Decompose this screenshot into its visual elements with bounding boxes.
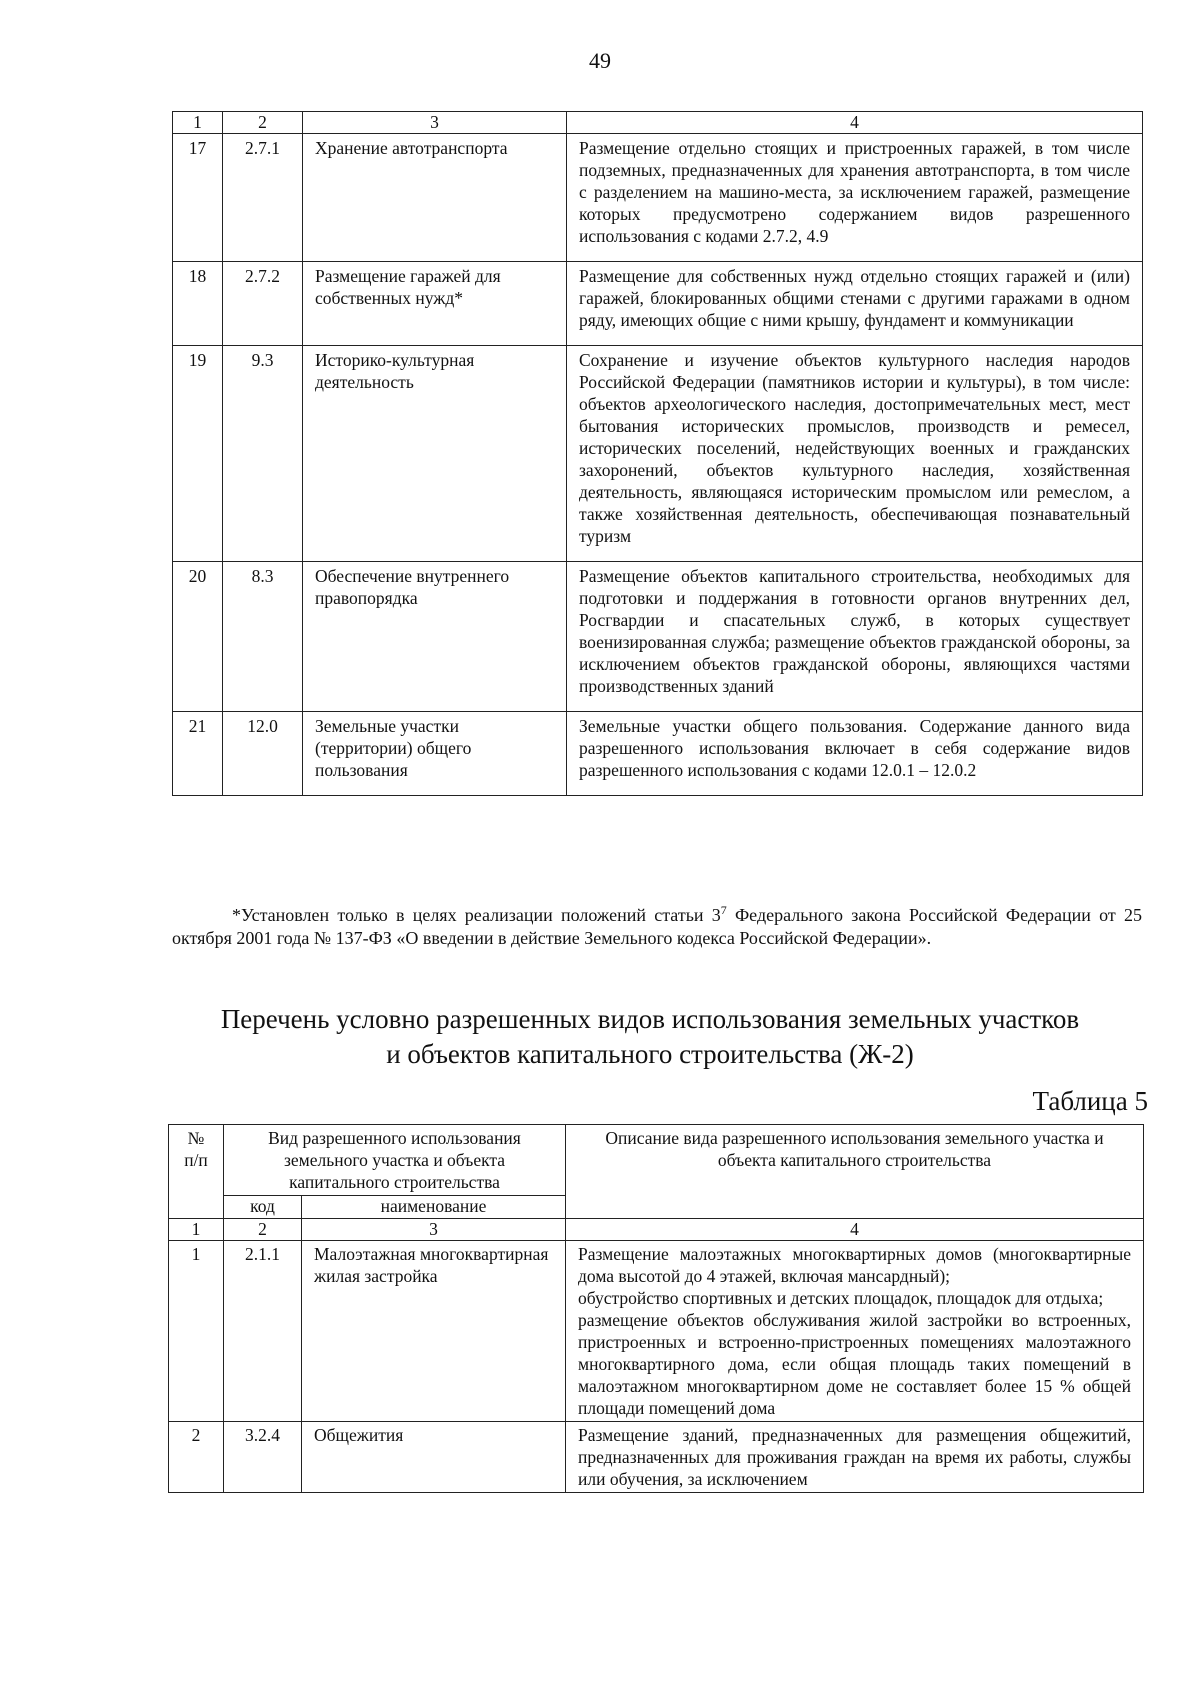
footnote-superscript: 7	[720, 903, 727, 917]
section-heading	[150, 1002, 1150, 1072]
column-number: 1	[169, 1219, 224, 1241]
use-name: Историко-культурная деятельность	[303, 346, 567, 562]
use-name: Хранение автотранспорта	[303, 134, 567, 262]
use-code: 12.0	[223, 712, 303, 796]
description-paragraph: размещение объектов обслуживания жилой застройки во встроенных, пристроенных и встроенно-пристроенных помещениях малоэтажного многоквартирного дома, если общая площадь таких помещений в малоэтажном многоквартирном доме не составляет более 15 % общей площади помещений дома	[578, 1310, 1131, 1418]
use-name: Общежития	[302, 1422, 566, 1493]
table-row	[173, 346, 1143, 562]
header-description: Описание вида разрешенного использования земельного участка и объекта капитального строительства	[566, 1125, 1144, 1219]
column-number-row	[173, 112, 1143, 134]
table-row	[173, 562, 1143, 712]
section-heading-line-2: и объектов капитального строительства (Ж-2)	[386, 1039, 914, 1069]
use-description	[566, 1422, 1144, 1493]
footnote-text-continued: Федерального закона Российской Федерации от 25 октября 2001 года № 137-ФЗ «О введении в действие Земельного кодекса Российской Федерации».	[172, 905, 1142, 948]
header-row	[169, 1125, 1144, 1196]
use-code: 2.1.1	[224, 1241, 302, 1422]
row-number: 2	[169, 1422, 224, 1493]
use-description: Земельные участки общего пользования. Содержание данного вида разрешенного использования включает в себя содержание видов разрешенного использования с кодами 12.0.1 – 12.0.2	[567, 712, 1143, 796]
row-number: 1	[169, 1241, 224, 1422]
column-number: 2	[223, 112, 303, 134]
table-label: Таблица 5	[1032, 1086, 1148, 1116]
page-number: 49	[589, 48, 611, 73]
use-description: Размещение объектов капитального строительства, необходимых для подготовки и поддержания в готовности органов внутренних дел, Росгвардии и спасательных служб, в которых существует военизированная служба; размещение объектов гражданской обороны, за исключением объектов гражданской обороны, являющихся частями производственных зданий	[567, 562, 1143, 712]
land-use-table-continued	[172, 111, 1143, 796]
row-number: 20	[173, 562, 223, 712]
conditional-use-table	[168, 1124, 1144, 1493]
use-code: 2.7.2	[223, 262, 303, 346]
use-description	[566, 1241, 1144, 1422]
use-description: Размещение отдельно стоящих и пристроенных гаражей, в том числе подземных, предназначенных для хранения автотранспорта, в том числе с разделением на машино-места, за исключением гаражей, размещение которых предусмотрено содержанием видов разрешенного использования с кодами 2.7.2, 4.9	[567, 134, 1143, 262]
table-row	[173, 262, 1143, 346]
header-name: наименование	[302, 1196, 566, 1219]
row-number: 21	[173, 712, 223, 796]
use-code: 8.3	[223, 562, 303, 712]
column-number: 4	[567, 112, 1143, 134]
use-code: 3.2.4	[224, 1422, 302, 1493]
use-name: Размещение гаражей для собственных нужд*	[303, 262, 567, 346]
column-number: 3	[302, 1219, 566, 1241]
use-code: 9.3	[223, 346, 303, 562]
column-number: 3	[303, 112, 567, 134]
use-description: Размещение для собственных нужд отдельно стоящих гаражей и (или) гаражей, блокированных общими стенами с другими гаражами в одном ряду, имеющих общие с ними крышу, фундамент и коммуникации	[567, 262, 1143, 346]
column-number: 4	[566, 1219, 1144, 1241]
header-code: код	[224, 1196, 302, 1219]
row-number: 19	[173, 346, 223, 562]
use-name: Обеспечение внутреннего правопорядка	[303, 562, 567, 712]
table-row	[173, 712, 1143, 796]
table-row	[173, 134, 1143, 262]
use-name: Земельные участки (территории) общего пользования	[303, 712, 567, 796]
column-number-row	[169, 1219, 1144, 1241]
use-description: Сохранение и изучение объектов культурного наследия народов Российской Федерации (памятников истории и культуры), в том числе: объектов археологического наследия, достопримечательных мест, мест бытования исторических промыслов, производств и ремесел, исторических поселений, недействующих военных и гражданских захоронений, объектов культурного наследия, хозяйственная деятельность, являющаяся историческим промыслом или ремеслом, а также хозяйственная деятельность, обеспечивающая познавательный туризм	[567, 346, 1143, 562]
header-number: № п/п	[169, 1125, 224, 1219]
footnote	[172, 904, 1142, 950]
section-heading-line-1: Перечень условно разрешенных видов использования земельных участков	[220, 1004, 1080, 1034]
footnote-text: *Установлен только в целях реализации положений статьи 3	[232, 905, 721, 925]
table-row	[169, 1241, 1144, 1422]
column-number: 1	[173, 112, 223, 134]
description-paragraph: обустройство спортивных и детских площадок, площадок для отдыха;	[578, 1288, 1104, 1308]
row-number: 18	[173, 262, 223, 346]
row-number: 17	[173, 134, 223, 262]
column-number: 2	[224, 1219, 302, 1241]
use-code: 2.7.1	[223, 134, 303, 262]
description-paragraph: Размещение зданий, предназначенных для размещения общежитий, предназначенных для проживания граждан на время их работы, службы или обучения, за исключением	[578, 1425, 1131, 1489]
description-paragraph: Размещение малоэтажных многоквартирных домов (многоквартирные дома высотой до 4 этажей, включая мансардный);	[578, 1244, 1131, 1286]
use-name: Малоэтажная многоквартирная жилая застройка	[302, 1241, 566, 1422]
header-kind: Вид разрешенного использования земельного участка и объекта капитального строительства	[224, 1125, 566, 1196]
table-row	[169, 1422, 1144, 1493]
